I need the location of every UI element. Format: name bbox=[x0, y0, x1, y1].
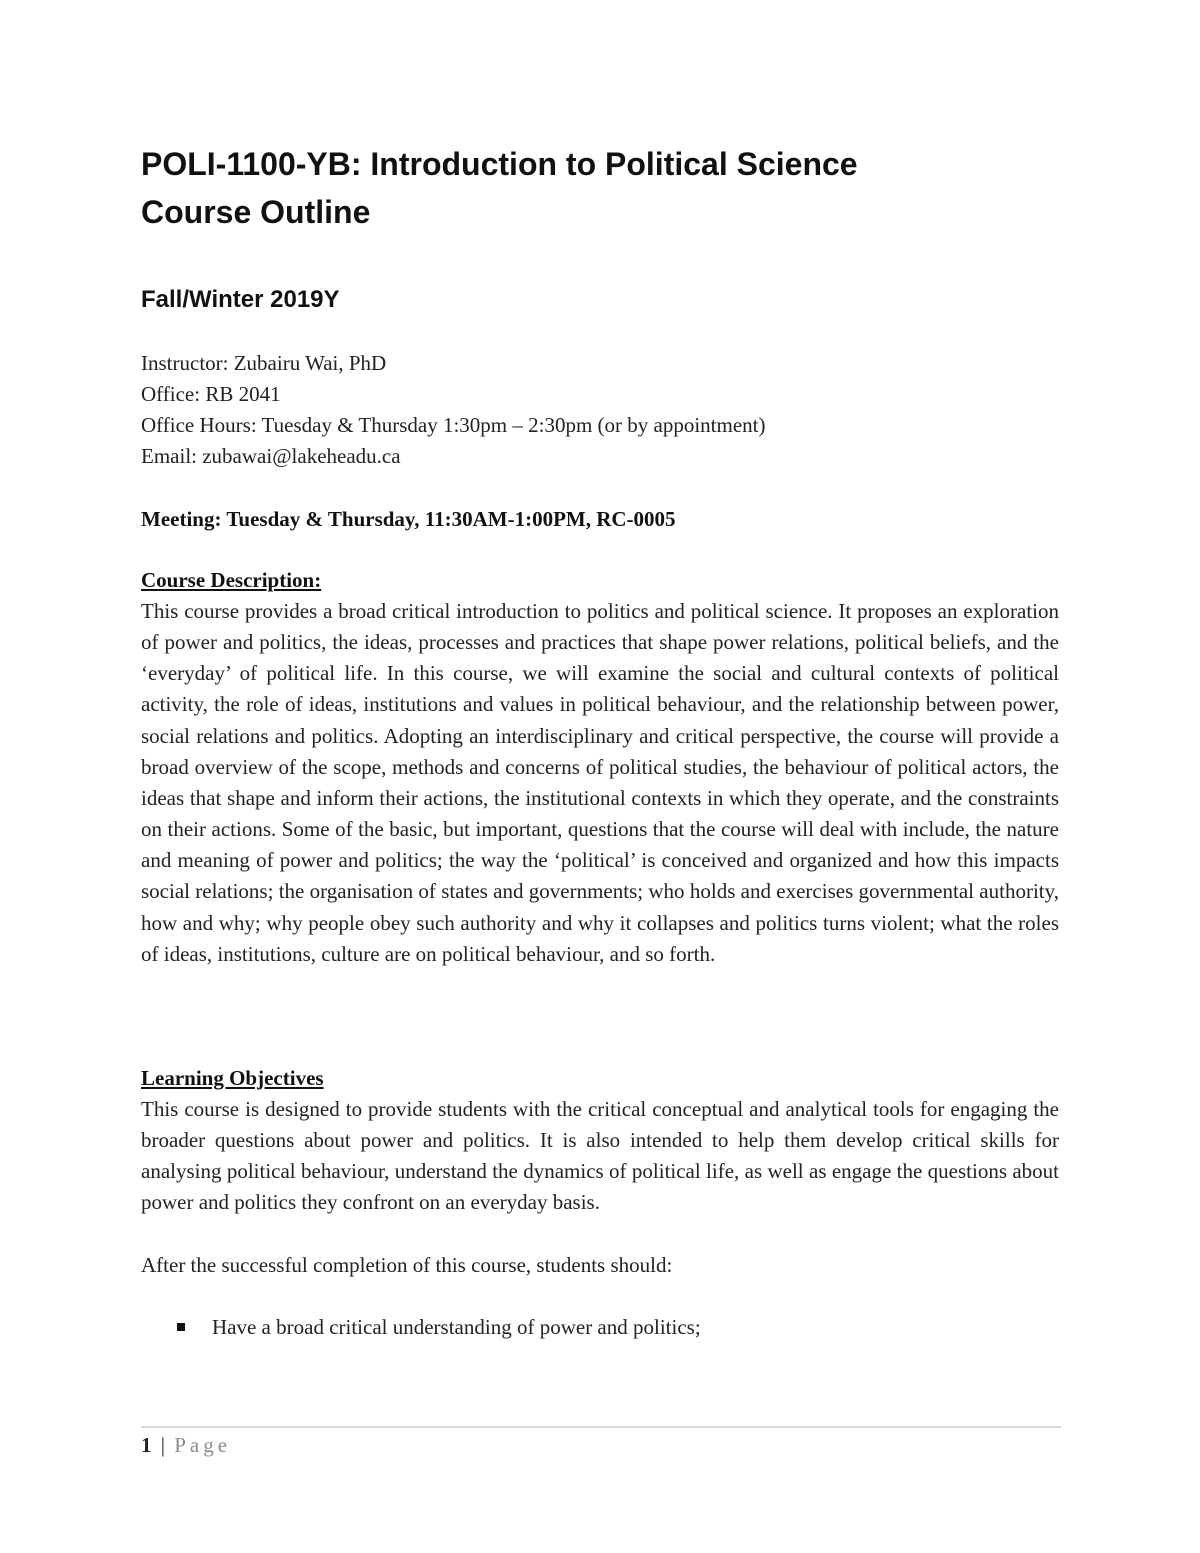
instructor-info bbox=[141, 348, 766, 472]
instructor-name: Instructor: Zubairu Wai, PhD bbox=[141, 351, 387, 375]
office-hours: Office Hours: Tuesday & Thursday 1:30pm – 2:30pm (or by appointment) bbox=[141, 413, 766, 437]
completion-intro: After the successful completion of this course, students should: bbox=[141, 1253, 673, 1277]
title-line-course: POLI-1100-YB: Introduction to Political Science bbox=[141, 146, 858, 182]
page-number: 1 bbox=[141, 1433, 152, 1457]
document-title bbox=[141, 140, 1081, 236]
meeting-info: Meeting: Tuesday & Thursday, 11:30AM-1:00PM, RC-0005 bbox=[141, 507, 676, 531]
learning-objectives-section bbox=[141, 1063, 1059, 1219]
page-footer bbox=[141, 1430, 231, 1461]
term-heading: Fall/Winter 2019Y bbox=[141, 286, 340, 313]
course-description-heading: Course Description: bbox=[141, 568, 322, 592]
learning-objectives-heading: Learning Objectives bbox=[141, 1066, 324, 1090]
list-item bbox=[141, 1312, 701, 1343]
objectives-list bbox=[141, 1312, 701, 1343]
footer-separator: | bbox=[160, 1433, 165, 1457]
course-description-section bbox=[141, 565, 1059, 970]
title-line-outline: Course Outline bbox=[141, 194, 371, 230]
footer-divider bbox=[141, 1426, 1061, 1428]
office-location: Office: RB 2041 bbox=[141, 382, 281, 406]
course-description-body: This course provides a broad critical introduction to politics and political science. It proposes an exploration of power and politics, the ideas, processes and practices that shape power relations, political beliefs, and the ‘everyday’ of political life. In this course, we will examine the social and cultural contexts of political activity, the role of ideas, institutions and values in political behaviour, and the relationship between power, social relations and politics. Adopting an interdisciplinary and critical perspective, the course will provide a broad overview of the scope, methods and concerns of political studies, the behaviour of political actors, the ideas that shape and inform their actions, the institutional contexts in which they operate, and the constraints on their actions. Some of the basic, but important, questions that the course will deal with include, the nature and meaning of power and politics; the way the ‘political’ is conceived and organized and how this impacts social relations; the organisation of states and governments; who holds and exercises governmental authority, how and why; why people obey such authority and why it collapses and politics turns violent; what the roles of ideas, institutions, culture are on political behaviour, and so forth. bbox=[141, 599, 1059, 966]
page-label: Page bbox=[174, 1433, 232, 1457]
instructor-email: Email: zubawai@lakeheadu.ca bbox=[141, 444, 401, 468]
square-bullet-icon bbox=[177, 1323, 185, 1331]
learning-objectives-body: This course is designed to provide students with the critical conceptual and analytical tools for engaging the broader questions about power and politics. It is also intended to help them develop critical skills for analysing political behaviour, understand the dynamics of political life, as well as engage the questions about power and politics they confront on an everyday basis. bbox=[141, 1097, 1059, 1215]
list-item-text: Have a broad critical understanding of power and politics; bbox=[212, 1315, 701, 1339]
